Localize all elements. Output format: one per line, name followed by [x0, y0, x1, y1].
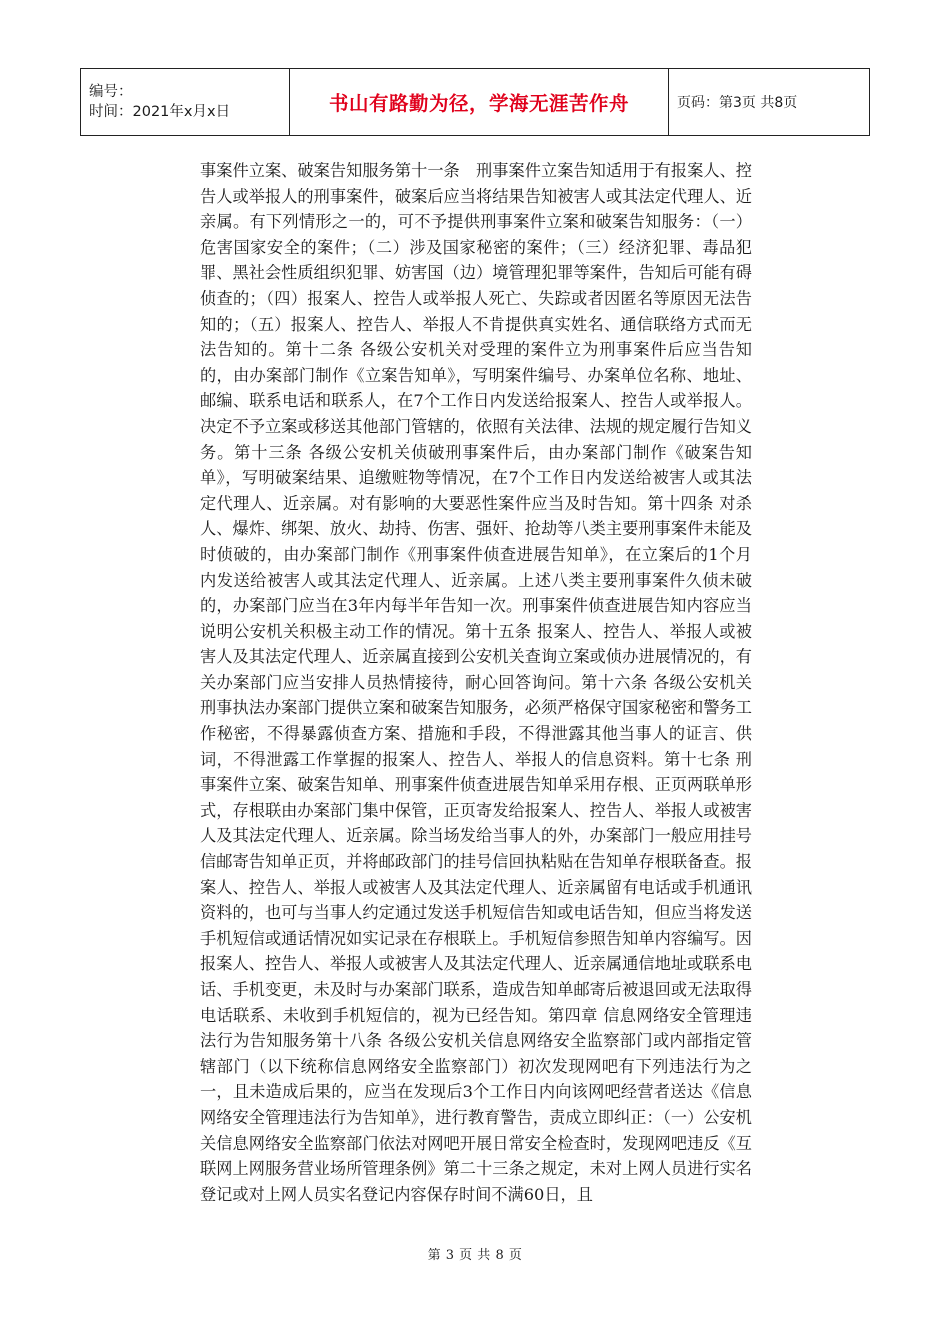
serial-number-label: 编号： — [89, 84, 133, 100]
header-motto-cell — [290, 69, 669, 136]
body-paragraph: 事案件立案、破案告知服务第十一条 刑事案件立案告知适用于有报案人、控告人或举报人的刑事案件，破案后应当将结果告知被害人或其法定代理人、近亲属。有下列情形之一的，可不予提供刑事案件立案和破案告知服务：（一）危害国家安全的案件；（二）涉及国家秘密的案件；（三）经济犯罪、毒品犯罪、黑社会性质组织犯罪、妨害国（边）境管理犯罪等案件，告知后可能有碍侦查的；（四）报案人、控告人或举报人死亡、失踪或者因匿名等原因无法告知的；（五）报案人、控告人、举报人不肯提供真实姓名、通信联络方式而无法告知的。第十二条 各级公安机关对受理的案件立为刑事案件后应当告知的，由办案部门制作《立案告知单》，写明案件编号、办案单位名称、地址、邮编、联系电话和联系人，在7个工作日内发送给报案人、控告人或举报人。决定不予立案或移送其他部门管辖的，依照有关法律、法规的规定履行告知义务。第十三条 各级公安机关侦破刑事案件后，由办案部门制作《破案告知单》，写明破案结果、追缴赃物等情况，在7个工作日内发送给被害人或其法定代理人、近亲属。对有影响的大要恶性案件应当及时告知。第十四条 对杀人、爆炸、绑架、放火、劫持、伤害、强奸、抢劫等八类主要刑事案件未能及时侦破的，由办案部门制作《刑事案件侦查进展告知单》，在立案后的1个月内发送给被害人或其法定代理人、近亲属。上述八类主要刑事案件久侦未破的，办案部门应当在3年内每半年告知一次。刑事案件侦查进展告知内容应当说明公安机关积极主动工作的情况。第十五条 报案人、控告人、举报人或被害人及其法定代理人、近亲属直接到公安机关查询立案或侦办进展情况的，有关办案部门应当安排人员热情接待，耐心回答询问。第十六条 各级公安机关刑事执法办案部门提供立案和破案告知服务，必须严格保守国家秘密和警务工作秘密，不得暴露侦查方案、措施和手段，不得泄露其他当事人的证言、供词，不得泄露工作掌握的报案人、控告人、举报人的信息资料。第十七条 刑事案件立案、破案告知单、刑事案件侦查进展告知单采用存根、正页两联单形式，存根联由办案部门集中保管，正页寄发给报案人、控告人、举报人或被害人及其法定代理人、近亲属。除当场发给当事人的外，办案部门一般应用挂号信邮寄告知单正页，并将邮政部门的挂号信回执粘贴在告知单存根联备查。报案人、控告人、举报人或被害人及其法定代理人、近亲属留有电话或手机通讯资料的，也可与当事人约定通过发送手机短信告知或电话告知，但应当将发送手机短信或通话情况如实记录在存根联上。手机短信参照告知单内容编写。因报案人、控告人、举报人或被害人及其法定代理人、近亲属通信地址或联系电话、手机变更，未及时与办案部门联系，造成告知单邮寄后被退回或无法取得电话联系、未收到手机短信的，视为已经告知。第四章 信息网络安全管理违法行为告知服务第十八条 各级公安机关信息网络安全监察部门或内部指定管辖部门（以下统称信息网络安全监察部门）初次发现网吧有下列违法行为之一，且未造成后果的，应当在发现后3个工作日内向该网吧经营者送达《信息网络安全管理违法行为告知单》，进行教育警告，责成立即纠正：（一）公安机关信息网络安全监察部门依法对网吧开展日常安全检查时，发现网吧违反《互联网上网服务营业场所管理条例》第二十三条之规定，未对上网人员进行实名登记或对上网人员实名登记内容保存时间不满60日，且 — [200, 161, 752, 1204]
page-footer: 第 3 页 共 8 页 — [427, 1248, 523, 1263]
document-header — [80, 68, 870, 136]
header-page-cell — [669, 69, 870, 136]
header-motto: 书山有路勤为径，学海无涯苦作舟 — [328, 92, 629, 115]
header-page-info: 页码：第3页 共8页 — [677, 95, 798, 111]
header-meta-cell — [81, 69, 290, 136]
date-label: 时间：2021年x月x日 — [89, 104, 231, 120]
